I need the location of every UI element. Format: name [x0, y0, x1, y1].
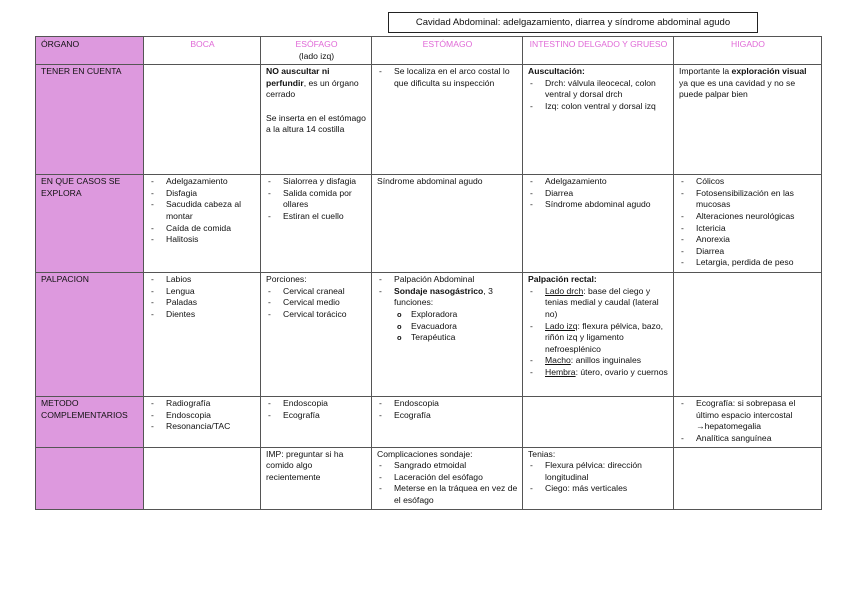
- table-row: [36, 273, 822, 397]
- cell-esofago: IMP: preguntar si ha comido algo recientemente: [261, 447, 372, 509]
- list-item: - Cervical medio: [266, 297, 367, 309]
- cell-esofago: [261, 273, 372, 397]
- list-item: - Sangrado etmoidal: [377, 460, 518, 472]
- header-esofago: [261, 37, 372, 65]
- bold-text: Sondaje nasogástrico: [394, 285, 484, 296]
- list-item: [528, 286, 669, 321]
- cell-higado: [674, 447, 822, 509]
- cell-higado: [674, 397, 822, 447]
- list-item: - Ciego: más verticales: [528, 483, 669, 495]
- cell-intestino: [523, 397, 674, 447]
- sub-list-item: o Exploradora: [377, 309, 518, 321]
- list-item: - Cólicos: [679, 176, 817, 188]
- sub-list-item: o Evacuadora: [377, 321, 518, 333]
- underlined-text: Hembra: [545, 366, 576, 377]
- list-item: - Salida comida por ollares: [266, 188, 367, 211]
- list-item: - Letargia, perdida de peso: [679, 257, 817, 269]
- list-item: - Disfagia: [149, 188, 256, 200]
- list-item: - Izq: colon ventral y dorsal izq: [528, 101, 669, 113]
- header-intestino: INTESTINO DELGADO Y GRUESO: [523, 37, 674, 65]
- list-item: - Adelgazamiento: [528, 176, 669, 188]
- document-title: Cavidad Abdominal: adelgazamiento, diarrea y síndrome abdominal agudo: [388, 12, 758, 33]
- row-label: EN QUE CASOS SE EXPLORA: [36, 175, 144, 273]
- list-item: - Labios: [149, 274, 256, 286]
- list-item: - Endoscopia: [377, 398, 518, 410]
- header-higado: HIGADO: [674, 37, 822, 65]
- list-item: - Ictericia: [679, 223, 817, 235]
- list-item: - Drch: válvula ileocecal, colon ventral y dorsal drch: [528, 78, 669, 101]
- list-item: [528, 321, 669, 356]
- cell-esofago: [261, 397, 372, 447]
- text: : flexura pélvica, bazo, riñón izq y ligamento nefroesplénico: [545, 320, 664, 354]
- header-esofago-sub: (lado izq): [298, 50, 335, 61]
- text: Importante la: [679, 66, 732, 77]
- sub-list-item: o Terapéutica: [377, 332, 518, 344]
- cell-estomago: [372, 273, 523, 397]
- list-item: - Síndrome abdominal agudo: [528, 199, 669, 211]
- list-item: - Se localiza en el arco costal lo que dificulta su inspección: [377, 66, 518, 89]
- list-item: [528, 355, 669, 367]
- text: , es un órgano cerrado: [266, 77, 359, 100]
- cell-esofago: [261, 65, 372, 175]
- text: : útero, ovario y cuernos: [575, 366, 668, 377]
- list-item: - Alteraciones neurológicas: [679, 211, 817, 223]
- cell-higado: [674, 65, 822, 175]
- cell-heading: Porciones:: [266, 274, 307, 285]
- cell-heading: Tenias:: [528, 448, 556, 459]
- list-item: - Diarrea: [528, 188, 669, 200]
- header-organo: ÓRGANO: [36, 37, 144, 65]
- cell-higado: [674, 175, 822, 273]
- cell-text: Se inserta en el estómago a la altura 14 costilla: [266, 112, 366, 135]
- list-item: - Cervical torácico: [266, 309, 367, 321]
- cell-text: [266, 66, 367, 101]
- list-item: - Ecografía: [377, 410, 518, 422]
- list-item: - Halitosis: [149, 234, 256, 246]
- underlined-text: Lado drch: [545, 285, 584, 296]
- underlined-text: Macho: [545, 355, 571, 366]
- cell-boca: [144, 175, 261, 273]
- cell-boca: [144, 447, 261, 509]
- list-item: - Flexura pélvica: dirección longitudinal: [528, 460, 669, 483]
- row-label: PALPACION: [36, 273, 144, 397]
- header-boca: BOCA: [144, 37, 261, 65]
- exploration-table: [35, 36, 822, 510]
- table-row: [36, 397, 822, 447]
- row-label: METODO COMPLEMENTARIOS: [36, 397, 144, 447]
- cell-intestino: [523, 273, 674, 397]
- cell-boca: [144, 65, 261, 175]
- cell-text: [679, 66, 817, 101]
- text: ya que es una cavidad y no se puede palpar bien: [679, 77, 796, 100]
- cell-intestino: [523, 175, 674, 273]
- text: : base del ciego y tenias medial y caudal (lateral no): [545, 285, 659, 319]
- table-row: [36, 447, 822, 509]
- list-item: - Ecografía: [266, 410, 367, 422]
- table-row: [36, 175, 822, 273]
- cell-intestino: [523, 447, 674, 509]
- header-estomago: ESTÓMAGO: [372, 37, 523, 65]
- list-item: - Palpación Abdominal: [377, 274, 518, 286]
- list-item: - Lengua: [149, 286, 256, 298]
- cell-boca: [144, 273, 261, 397]
- cell-estomago: [372, 65, 523, 175]
- list-item: - Endoscopia: [149, 410, 256, 422]
- list-item: - Diarrea: [679, 246, 817, 258]
- cell-heading: Auscultación:: [528, 66, 585, 77]
- underlined-text: Lado izq: [545, 320, 578, 331]
- list-item: - Estiran el cuello: [266, 211, 367, 223]
- bold-text: exploración visual: [731, 66, 807, 77]
- list-item: - Endoscopia: [266, 398, 367, 410]
- list-item: - Paladas: [149, 297, 256, 309]
- cell-estomago: [372, 447, 523, 509]
- text: , 3 funciones:: [394, 285, 493, 308]
- list-item: - Sialorrea y disfagia: [266, 176, 367, 188]
- header-row: [36, 37, 822, 65]
- text: : anillos inguinales: [570, 355, 642, 366]
- list-item: - Laceración del esófago: [377, 472, 518, 484]
- list-item: [528, 367, 669, 379]
- list-item: - Ecografía: si sobrepasa el último espacio intercostal →hepatomegalia: [679, 398, 817, 433]
- list-item: - Adelgazamiento: [149, 176, 256, 188]
- list-item: - Anorexia: [679, 234, 817, 246]
- bold-text: NO auscultar ni perfundir: [266, 66, 330, 88]
- list-item: - Analítica sanguínea: [679, 433, 817, 445]
- list-item: - Sacudida cabeza al montar: [149, 199, 256, 222]
- list-item: - Dientes: [149, 309, 256, 321]
- cell-esofago: [261, 175, 372, 273]
- list-item: - Fotosensibilización en las mucosas: [679, 188, 817, 211]
- list-item: - Meterse en la tráquea en vez de el esófago: [377, 483, 518, 506]
- cell-estomago: [372, 397, 523, 447]
- row-label: TENER EN CUENTA: [36, 65, 144, 175]
- cell-boca: [144, 397, 261, 447]
- list-item: - Resonancia/TAC: [149, 421, 256, 433]
- list-item: - Radiografía: [149, 398, 256, 410]
- row-label: [36, 447, 144, 509]
- cell-heading: Palpación rectal:: [528, 274, 597, 285]
- cell-higado: [674, 273, 822, 397]
- list-item: - Caída de comida: [149, 223, 256, 235]
- list-item: [377, 286, 518, 309]
- cell-intestino: [523, 65, 674, 175]
- table-row: [36, 65, 822, 175]
- cell-estomago: Síndrome abdominal agudo: [372, 175, 523, 273]
- list-item: - Cervical craneal: [266, 286, 367, 298]
- cell-heading: Complicaciones sondaje:: [377, 448, 473, 459]
- header-esofago-label: ESÓFAGO: [295, 39, 338, 49]
